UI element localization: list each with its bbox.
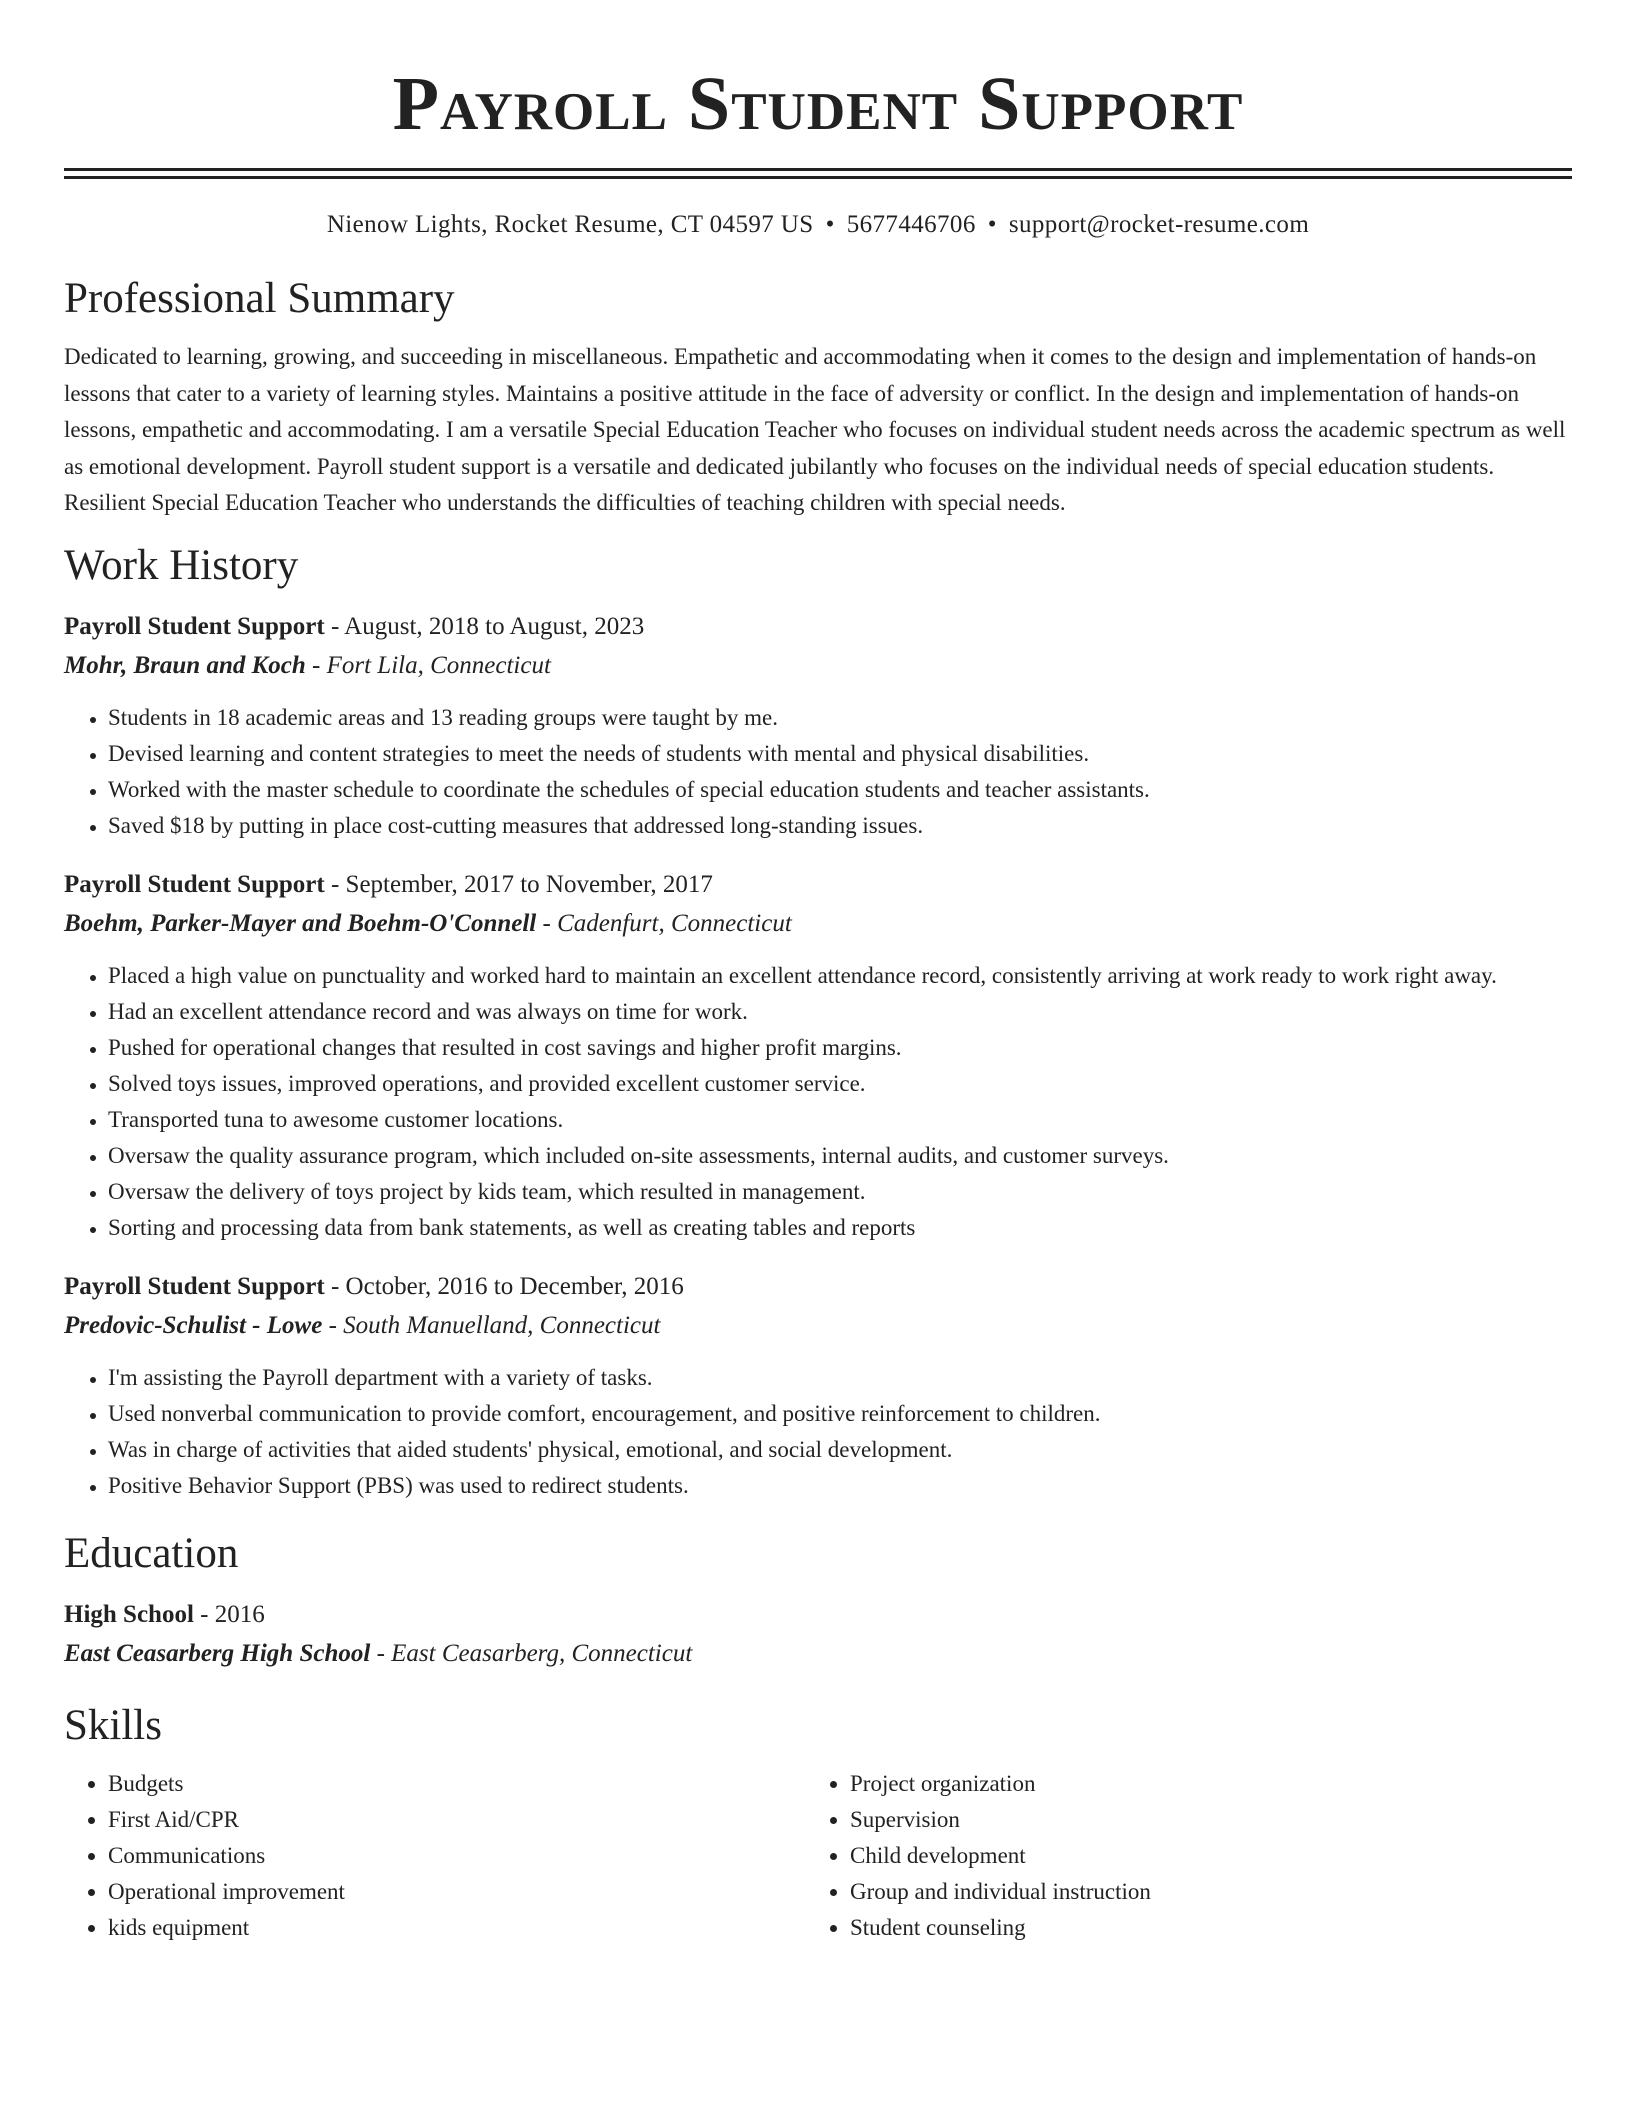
skill-item: • kids equipment (108, 1910, 806, 1946)
contact-separator: • (987, 211, 997, 238)
job-company-line (64, 904, 1572, 944)
summary-section (64, 273, 1572, 522)
work-history-title: Work History (64, 541, 299, 589)
job-bullet: • Positive Behavior Support (PBS) was used to redirect students. (108, 1468, 1572, 1504)
skill-item: • Group and individual instruction (850, 1874, 1548, 1910)
job-role: Payroll Student Support (64, 870, 325, 898)
education-title: Education (64, 1529, 239, 1577)
job-bullet: • Sorting and processing data from bank statements, as well as creating tables and reports (108, 1210, 1572, 1246)
job-bullet: • Had an excellent attendance record and was always on time for work. (108, 994, 1572, 1030)
header-rule-bottom (64, 176, 1572, 179)
education-degree: High School (64, 1600, 194, 1628)
skill-item: • Child development (850, 1838, 1548, 1874)
job-bullet: • Oversaw the delivery of toys project by kids team, which resulted in management. (108, 1174, 1572, 1210)
education-entry (64, 1596, 1572, 1674)
job-bullet: • Used nonverbal communication to provide comfort, encouragement, and positive reinforcement to children. (108, 1396, 1572, 1432)
resume-page (64, 0, 1572, 1946)
job-location: - Fort Lila, Connecticut (305, 651, 551, 679)
summary-title: Professional Summary (64, 275, 455, 322)
job-company-line (64, 1306, 1572, 1346)
skills-list-left (64, 1766, 806, 1946)
education-degree-line (64, 1596, 1572, 1634)
job-location: - South Manuelland, Connecticut (322, 1311, 661, 1339)
job-bullets (64, 958, 1572, 1246)
skill-item: • First Aid/CPR (108, 1802, 806, 1838)
contact-phone: 5677446706 (846, 211, 976, 238)
job-bullet: • Solved toys issues, improved operations, and provided excellent customer service. (108, 1066, 1572, 1102)
education-year: - 2016 (193, 1600, 265, 1628)
job-title-line (64, 866, 1572, 904)
education-school: East Ceasarberg High School (64, 1639, 371, 1667)
contact-line (64, 209, 1572, 241)
job-bullet: • Pushed for operational changes that resulted in cost savings and higher profit margins. (108, 1030, 1572, 1066)
job-bullet: • Worked with the master schedule to coordinate the schedules of special education students and teacher assistants. (108, 772, 1572, 808)
skill-item: • Communications (108, 1838, 806, 1874)
job-bullets (64, 700, 1572, 844)
job-entry (64, 608, 1572, 844)
skills-section (64, 1700, 1572, 1946)
job-company: Predovic-Schulist - Lowe (64, 1311, 323, 1339)
job-role: Payroll Student Support (64, 612, 325, 640)
work-history-section (64, 540, 1572, 1504)
skill-item: • Supervision (850, 1802, 1548, 1838)
job-bullet: • Students in 18 academic areas and 13 reading groups were taught by me. (108, 700, 1572, 736)
job-bullet: • Transported tuna to awesome customer locations. (108, 1102, 1572, 1138)
skills-column-right (806, 1766, 1548, 1946)
job-bullet: • I'm assisting the Payroll department with a variety of tasks. (108, 1360, 1572, 1396)
resume-name: Payroll Student Support (392, 62, 1244, 146)
education-location: - East Ceasarberg, Connecticut (370, 1639, 693, 1667)
skills-title: Skills (64, 1701, 162, 1749)
job-dates: - October, 2016 to December, 2016 (324, 1272, 684, 1300)
skills-list-right (806, 1766, 1548, 1946)
education-section (64, 1528, 1572, 1674)
job-role: Payroll Student Support (64, 1272, 325, 1300)
job-bullet: • Saved $18 by putting in place cost-cutting measures that addressed long-standing issues. (108, 808, 1572, 844)
job-entry (64, 1268, 1572, 1504)
job-company-line (64, 646, 1572, 686)
skill-item: • Project organization (850, 1766, 1548, 1802)
skills-column-left (64, 1766, 806, 1946)
skill-item: • Operational improvement (108, 1874, 806, 1910)
job-location: - Cadenfurt, Connecticut (536, 909, 792, 937)
skills-columns (64, 1766, 1572, 1946)
job-company: Mohr, Braun and Koch (64, 651, 306, 679)
summary-text: Dedicated to learning, growing, and succeeding in miscellaneous. Empathetic and accommodating when it comes to the design and implementation of hands-on lessons that cater to a variety of learning styles. Maintains a positive attitude in the face of adversity or conflict. In the design and implementation of hands-on lessons, empathetic and accommodating. I am a versatile Special Education Teacher who focuses on individual student needs across the academic spectrum as well as emotional development. Payroll student support is a versatile and dedicated jubilantly who focuses on the individual needs of special education students. Resilient Special Education Teacher who understands the difficulties of teaching children with special needs. (64, 344, 1566, 515)
job-title-line (64, 1268, 1572, 1306)
skill-item: • Student counseling (850, 1910, 1548, 1946)
job-company: Boehm, Parker-Mayer and Boehm-O'Connell (64, 909, 537, 937)
header-rule-top (64, 168, 1572, 171)
contact-separator: • (825, 211, 835, 238)
job-title-line (64, 608, 1572, 646)
job-bullets (64, 1360, 1572, 1504)
skill-item: • Budgets (108, 1766, 806, 1802)
job-bullet: • Devised learning and content strategies to meet the needs of students with mental and physical disabilities. (108, 736, 1572, 772)
job-entry (64, 866, 1572, 1246)
contact-email[interactable]: support@rocket-resume.com (1008, 211, 1310, 238)
contact-address: Nienow Lights, Rocket Resume, CT 04597 US (326, 211, 814, 238)
education-school-line (64, 1634, 1572, 1674)
job-dates: - September, 2017 to November, 2017 (324, 870, 713, 898)
job-dates: - August, 2018 to August, 2023 (324, 612, 645, 640)
job-bullet: • Placed a high value on punctuality and worked hard to maintain an excellent attendance record, consistently arriving at work ready to work right away. (108, 958, 1572, 994)
job-bullet: • Oversaw the quality assurance program, which included on-site assessments, internal audits, and customer surveys. (108, 1138, 1572, 1174)
job-bullet: • Was in charge of activities that aided students' physical, emotional, and social development. (108, 1432, 1572, 1468)
